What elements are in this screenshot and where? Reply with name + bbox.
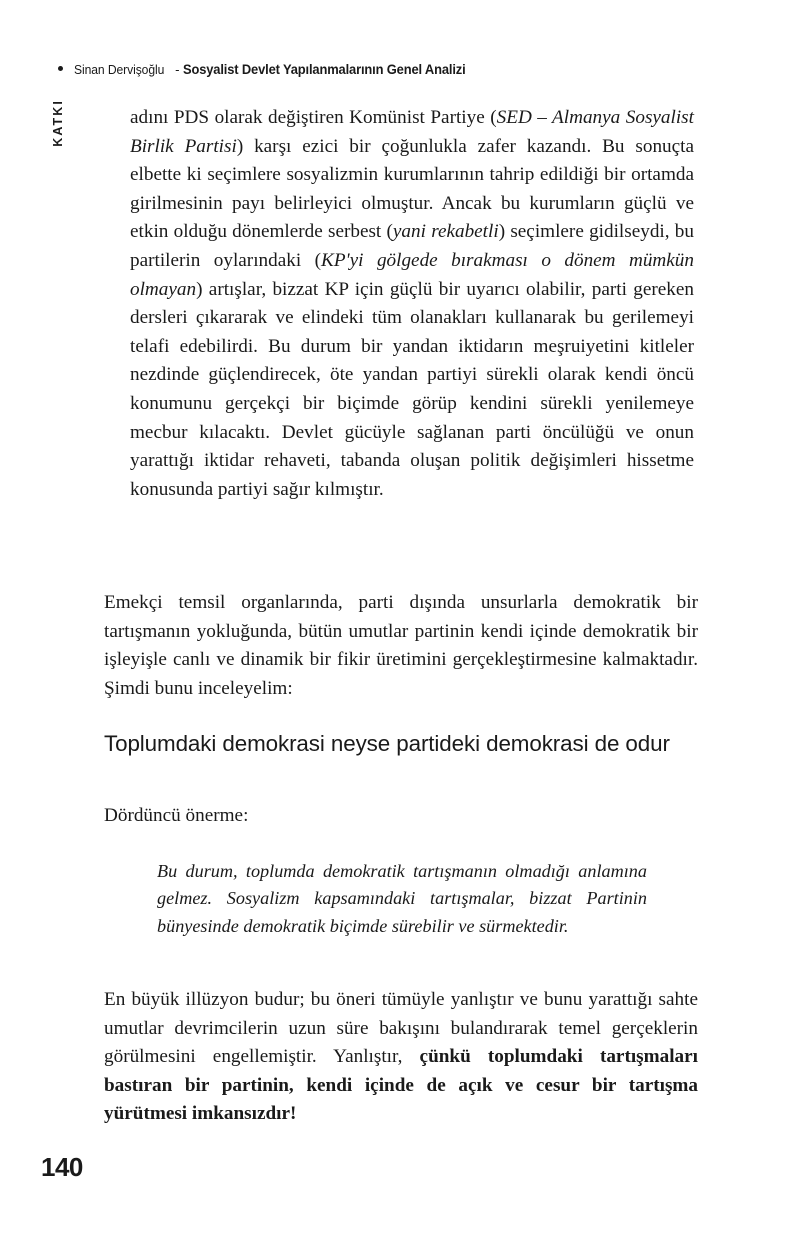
paragraph-continued: adını PDS olarak değiştiren Komünist Partiye (SED – Almanya Sosyalist Birlik Partisi) karşı ezici bir çoğunlukla zafer kazandı. Bu sonuçta elbette ki seçimlere sosyalizmin kurumlarının tahrip edildiği bir ortamda girilmesinin payı belirleyici olmuştur. Ancak bu kurumların güçlü ve etkin olduğu dönemlerde serbest (yani rekabetli) seçimlere gidilseydi, bu partilerin oylarındaki (KP'yi gölgede bırakması o dönem mümkün olmayan) artışlar, bizzat KP için güçlü bir uyarıcı olabilir, parti gereken dersleri çıkararak ve elindeki tüm olanakları kullanarak bu gerilemeyi telafi edebilirdi. Bu durum bir yandan iktidarın meşruiyetini kitleler nezdinde güçlendirecek, öte yandan partiyi sürekli olarak kendi öncü konumunu gerçekçi bir biçimde görüp kendini sürekli yenilemeye mecbur kılacaktı. Devlet gücüyle sağlanan parti öncülüğü ve onun yarattığı iktidar rehaveti, tabanda oluşan politik değişimleri hissetme konusunda partiyi sağır kılmıştır.	[130, 107, 695, 500]
proposition-lead-in: Dördüncü önerme:	[104, 805, 249, 826]
paragraph-two: Emekçi temsil organlarında, parti dışında unsurlarla demokratik bir tartışmanın yokluğunda, bütün umutlar partinin kendi içinde demokratik bir işleyişle canlı ve dinamik bir fikir üretimini gerçekleştirmesine kalmaktadır. Şimdi bunu inceleyelim:	[104, 592, 698, 699]
section-heading: Toplumdaki demokrasi neyse partideki demokrasi de odur	[104, 731, 670, 756]
header-separator: -	[175, 62, 180, 77]
running-header	[58, 62, 480, 77]
block-quote: Bu durum, toplumda demokratik tartışmanın olmadığı anlamına gelmez. Sosyalizm kapsamındaki tartışmalar, bizzat Partinin bünyesinde demokratik biçimde sürebilir ve sürmektedir.	[157, 861, 647, 936]
paragraph-four: En büyük illüzyon budur; bu öneri tümüyle yanlıştır ve bunu yarattığı sahte umutlar devrimcilerin uzun süre bakışını bulandırarak temel gerçeklerin görülmesini engellemiştir. Yanlıştır, çünkü toplumdaki tartışmaları bastıran bir partinin, kendi içinde de açık ve cesur bir tartışma yürütmesi imkansızdır!	[104, 989, 698, 1125]
paragraph-block-one	[130, 104, 694, 504]
side-section-tab: KATKI	[51, 99, 65, 147]
paragraph-block-three	[104, 802, 698, 831]
paragraph-block-two	[104, 589, 698, 703]
paragraph-block-four	[104, 986, 698, 1129]
header-author-name: Sinan Dervişoğlu	[74, 62, 165, 77]
page-number: 140	[41, 1152, 83, 1182]
bullet-icon	[58, 66, 63, 71]
header-article-title: Sosyalist Devlet Yapılanmalarının Genel Analizi	[182, 62, 466, 77]
